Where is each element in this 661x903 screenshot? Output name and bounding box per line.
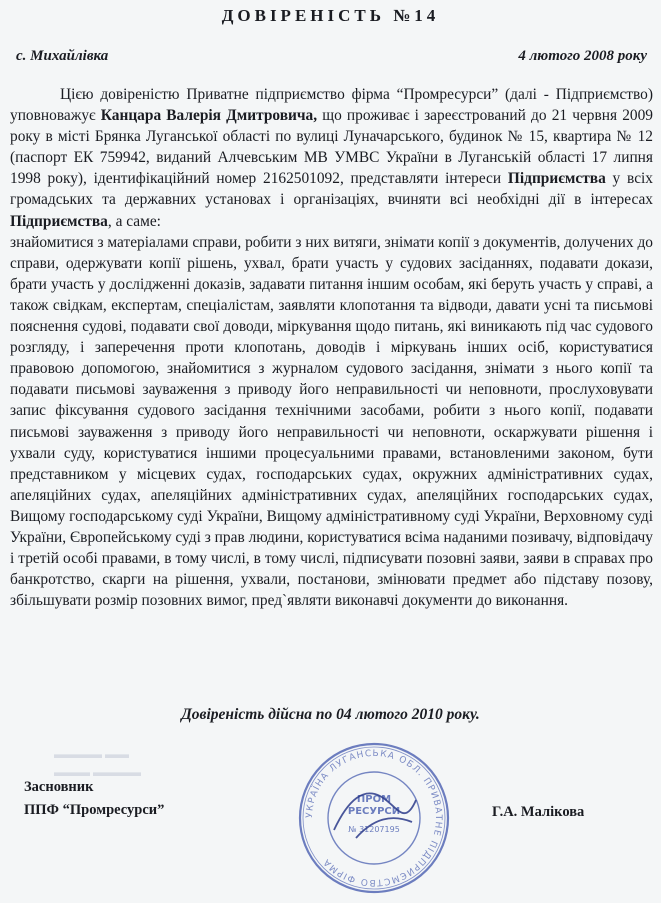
intro-text-4: , а саме:: [107, 212, 161, 230]
founder-company: ППФ “Промресурси”: [24, 802, 165, 818]
company-stamp: [294, 738, 454, 903]
validity-statement: Довіреність дійсна по 04 лютого 2010 року.: [181, 706, 480, 723]
stamp-center-line-1: ПРОМ: [356, 794, 392, 805]
document-title: ДОВІРЕНІСТЬ №14: [221, 6, 440, 25]
stamp-seal-icon: [294, 738, 454, 898]
intro-text-3: у всіх громадських та державних установах і організаціях, вчиняти всі необхідні дії в інтересах: [10, 170, 653, 209]
stamp-center-line-2: РЕСУРСИ: [347, 806, 401, 817]
signer-name: Г.А. Малікова: [492, 804, 585, 820]
document-place: с. Михайлівка: [16, 48, 109, 64]
founder-title: Засновник: [24, 779, 94, 795]
stamp-code: № 31207195: [348, 825, 400, 834]
intro-text-1: Цією довіреністю Приватне підприємство фірма “Промресурси” (далі - Підприємство) уповноважує: [10, 86, 653, 125]
document-date: 4 лютого 2008 року: [518, 48, 647, 64]
intro-paragraph: [10, 84, 653, 232]
document-body: [10, 84, 653, 611]
stamp-ring-text: УКРАЇНА ЛУГАНСЬКА ОБЛ. ПРИВАТНЕ ПІДПРИЄМСТВО ФІРМА: [304, 748, 444, 888]
founder-block: [24, 776, 164, 822]
intro-text-2: що проживає і зареєстрований до 21 червня 2009 року в місті Брянка Луганської області по вулиці Луначарського, будинок № 15, квартира № 12 (паспорт ЕК 759942, виданий Алчевським МВ УМВС України в Луганській області 17 липня 1998 року), ідентифікаційний номер 2162501092, представляти інтереси: [10, 107, 653, 188]
enterprise-term-2: Підприємства: [10, 212, 108, 230]
enterprise-term-1: Підприємства: [507, 170, 606, 188]
faint-show-through: ▬▬▬▬ ▬▬ ▬▬▬ ▬▬▬▬: [54, 747, 141, 779]
svg-text:УКРАЇНА ЛУГАНСЬКА ОБЛ. ПРИВАТН: [305, 749, 443, 887]
attorney-name: Канцара Валерія Дмитровича,: [100, 107, 318, 125]
powers-paragraph: знайомитися з матеріалами справи, робити з них витяги, знімати копії з документів, долучених до справи, одержувати копії рішень, ухвал, брати участь у судових засіданнях, подавати докази, брати участь у дослідженні доказів, задавати питання іншим особам, які беруть участь у справі, а також свідкам, експертам, спеціалістам, заявляти клопотання та відводи, давати усні та письмові пояснення судові, подавати свої доводи, міркування щодо питань, які виникають під час судового розгляду, і заперечення проти клопотань, доводів і міркувань інших осіб, користуватися правовою допомогою, знайомитися з журналом судового засідання, знімати з нього копії та подавати письмові зауваження з приводу його неправильності чи неповноти, прослуховувати запис фіксування судового засідання технічними засобами, робити з нього копії, подавати письмові зауваження з приводу його неправильності чи неповноти, оскаржувати рішення і ухвали суду, користуватися іншими процесуальними правами, встановленими законом, бути представником у місцевих судах, господарських судах, окружних адміністративних судах, апеляційних судах, апеляційних адміністративних судах, апеляційних господарських судах, Вищому господарському суді України, Вищому адміністративному суді України, Верховному суді України, Європейському суді з прав людини, користуватися всіма наданими позивачу, відповідачу і третій особі правами, в тому числі, в тому числі, підписувати позовні заяви, заяви в справах про банкротство, скарги на рішення, ухвали, постанови, змінювати предмет або підставу позову, збільшувати розмір позовних вимог, пред`являти виконавчі документи до виконання.: [10, 233, 653, 610]
